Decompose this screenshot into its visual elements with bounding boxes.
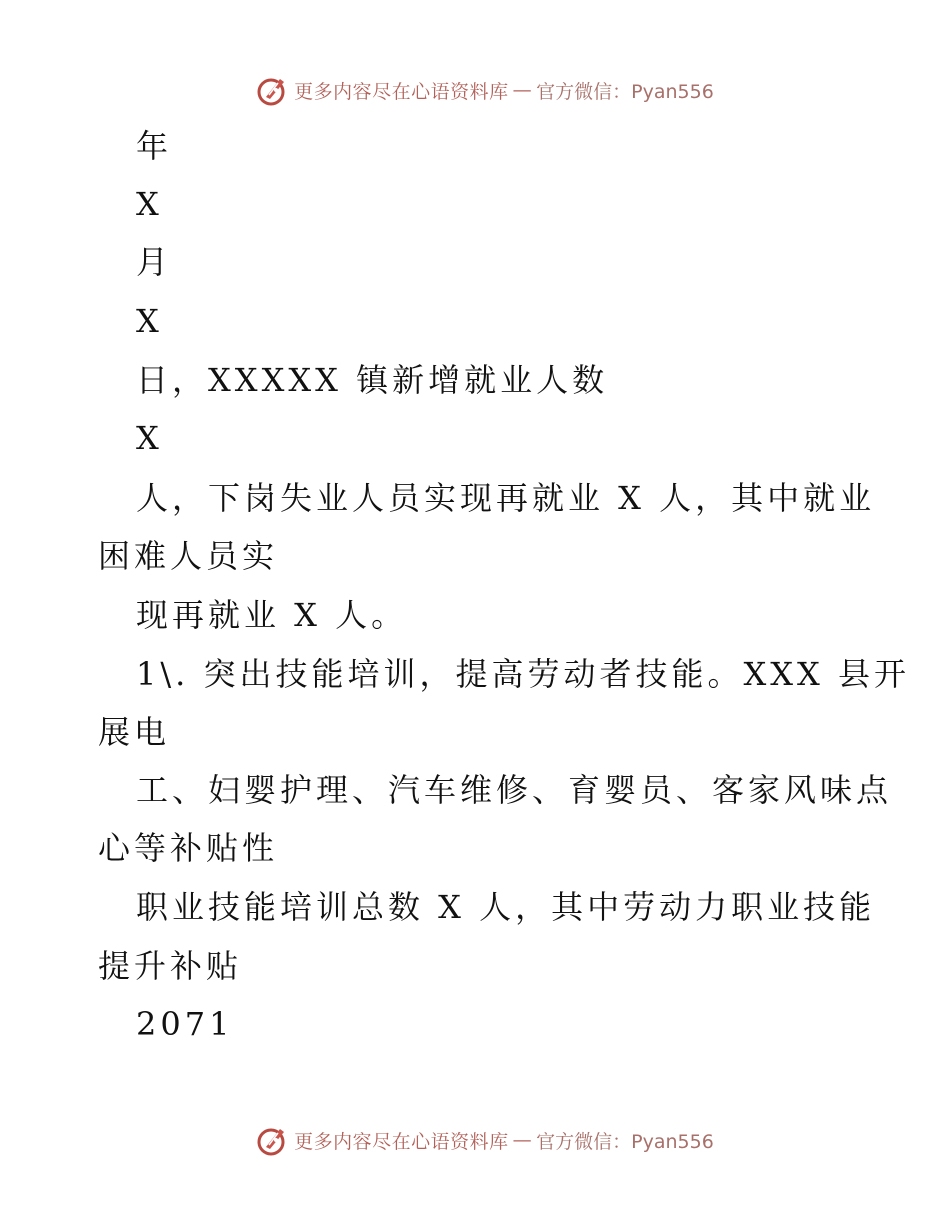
quill-logo-icon: [256, 73, 290, 107]
text-line-6: X: [136, 419, 163, 457]
footer-watermark: [0, 1118, 950, 1162]
text-line-10: 1\. 突出技能培训，提高劳动者技能。XXX 县开: [136, 655, 911, 693]
footer-watermark-wechat: 官方微信：Pyan556: [536, 1130, 714, 1153]
footer-watermark-dash: —: [512, 1129, 533, 1151]
text-line-7: 人，下岗失业人员实现再就业 X 人，其中就业: [136, 479, 876, 517]
text-line-3: 月: [136, 243, 173, 281]
quill-logo-icon: [256, 1123, 290, 1157]
text-line-14: 职业技能培训总数 X 人，其中劳动力职业技能: [136, 888, 876, 926]
text-line-8: 困难人员实: [98, 537, 279, 575]
header-watermark-inner: [256, 73, 714, 107]
text-line-5: 日，XXXXX 镇新增就业人数: [136, 361, 609, 399]
text-line-9: 现再就业 X 人。: [136, 596, 408, 634]
text-line-16: 2071: [136, 1005, 234, 1043]
text-line-12: 工、妇婴护理、汽车维修、育婴员、客家风味点: [136, 771, 893, 809]
text-line-11: 展电: [98, 713, 171, 751]
footer-watermark-inner: [256, 1123, 714, 1157]
text-line-1: 年: [136, 127, 173, 165]
text-line-13: 心等补贴性: [98, 829, 279, 867]
header-watermark-text: 更多内容尽在心语资料库: [294, 80, 509, 103]
text-line-15: 提升补贴: [98, 947, 243, 985]
footer-watermark-text: 更多内容尽在心语资料库: [294, 1130, 509, 1153]
header-watermark: [0, 68, 950, 112]
header-watermark-wechat: 官方微信：Pyan556: [536, 80, 714, 103]
text-line-4: X: [136, 302, 163, 340]
text-line-2: X: [136, 185, 163, 223]
header-watermark-dash: —: [512, 79, 533, 101]
